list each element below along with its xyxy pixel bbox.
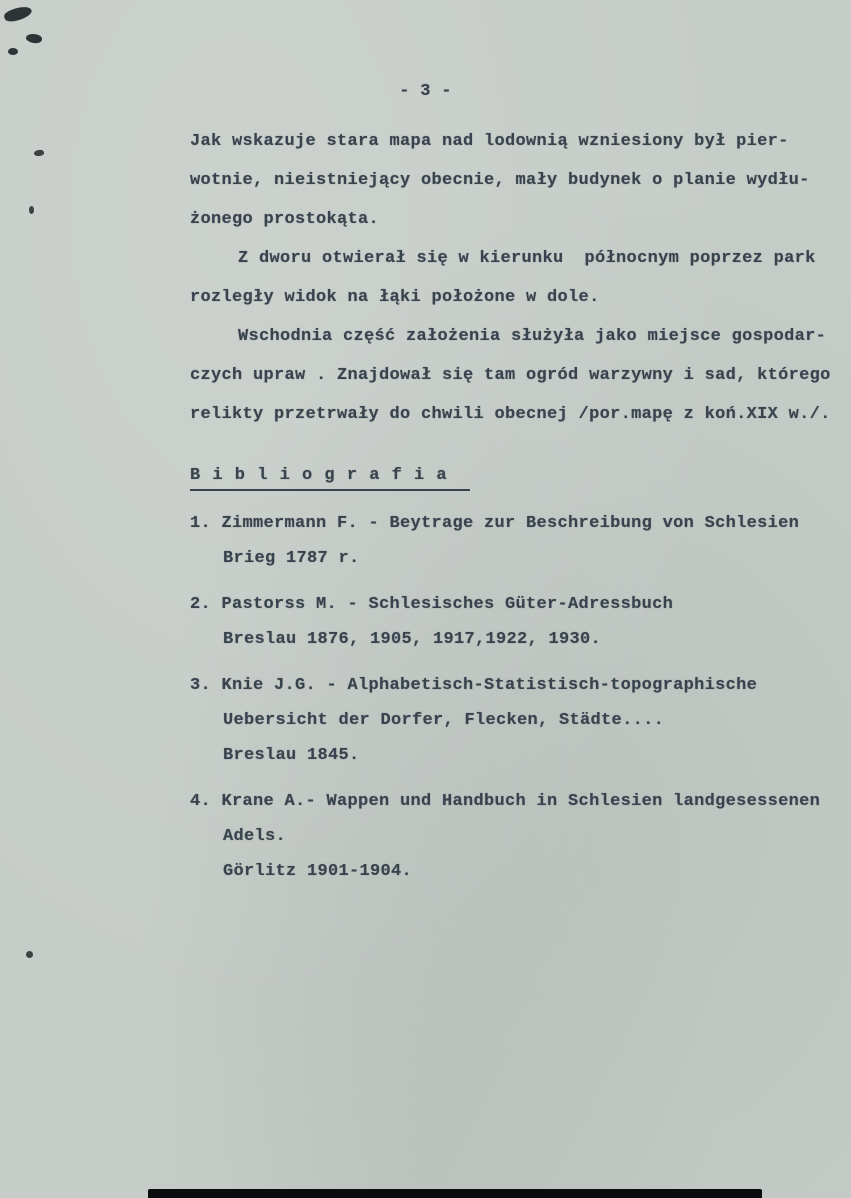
paragraph bbox=[190, 317, 845, 434]
corner-speck bbox=[8, 48, 18, 55]
bibliography-entry bbox=[190, 506, 850, 576]
text-line: Breslau 1876, 1905, 1917,1922, 1930. bbox=[223, 630, 602, 649]
text-line: czych upraw . Znajdował się tam ogród warzywny i sad, którego bbox=[190, 366, 831, 385]
text-line: Wschodnia część założenia służyła jako miejsce gospodar- bbox=[238, 327, 827, 346]
text-line: 3. Knie J.G. - Alphabetisch-Statistisch-topographische bbox=[190, 676, 758, 695]
page-number: - 3 - bbox=[399, 82, 452, 101]
text-line: Brieg 1787 r. bbox=[223, 549, 360, 568]
bibliography-list bbox=[190, 506, 850, 900]
margin-speck bbox=[34, 149, 45, 157]
text-line: Görlitz 1901-1904. bbox=[223, 862, 413, 881]
text-line: Breslau 1845. bbox=[223, 746, 360, 765]
text-line: 4. Krane A.- Wappen und Handbuch in Schlesien landgesessenen bbox=[190, 792, 821, 811]
text-line: rozległy widok na łąki położone w dole. bbox=[190, 288, 600, 307]
text-line: 1. Zimmermann F. - Beytrage zur Beschreibung von Schlesien bbox=[190, 514, 800, 533]
text-line: Adels. bbox=[223, 827, 287, 846]
text-line: 2. Pastorss M. - Schlesisches Güter-Adressbuch bbox=[190, 595, 674, 614]
body-text bbox=[190, 122, 845, 434]
corner-speck bbox=[25, 32, 43, 44]
bibliography-entry bbox=[190, 668, 850, 773]
text-line: Z dworu otwierał się w kierunku północnym poprzez park bbox=[238, 249, 816, 268]
bibliography-entry bbox=[190, 587, 850, 657]
text-line: relikty przetrwały do chwili obecnej /por.mapę z koń.XIX w./. bbox=[190, 405, 831, 424]
paragraph bbox=[190, 239, 845, 317]
scan-edge-artifact bbox=[148, 1189, 762, 1198]
margin-speck bbox=[29, 206, 34, 214]
bibliography-entry bbox=[190, 784, 850, 889]
text-line: żonego prostokąta. bbox=[190, 210, 380, 229]
text-line: wotnie, nieistniejący obecnie, mały budynek o planie wydłu- bbox=[190, 171, 810, 190]
corner-speck bbox=[3, 4, 33, 24]
margin-speck bbox=[26, 951, 33, 958]
text-line: Jak wskazuje stara mapa nad lodownią wzniesiony był pier- bbox=[190, 132, 789, 151]
text-line: Uebersicht der Dorfer, Flecken, Städte.... bbox=[223, 711, 665, 730]
paragraph bbox=[190, 122, 845, 239]
bibliography-heading: B i b l i o g r a f i a bbox=[190, 466, 470, 491]
